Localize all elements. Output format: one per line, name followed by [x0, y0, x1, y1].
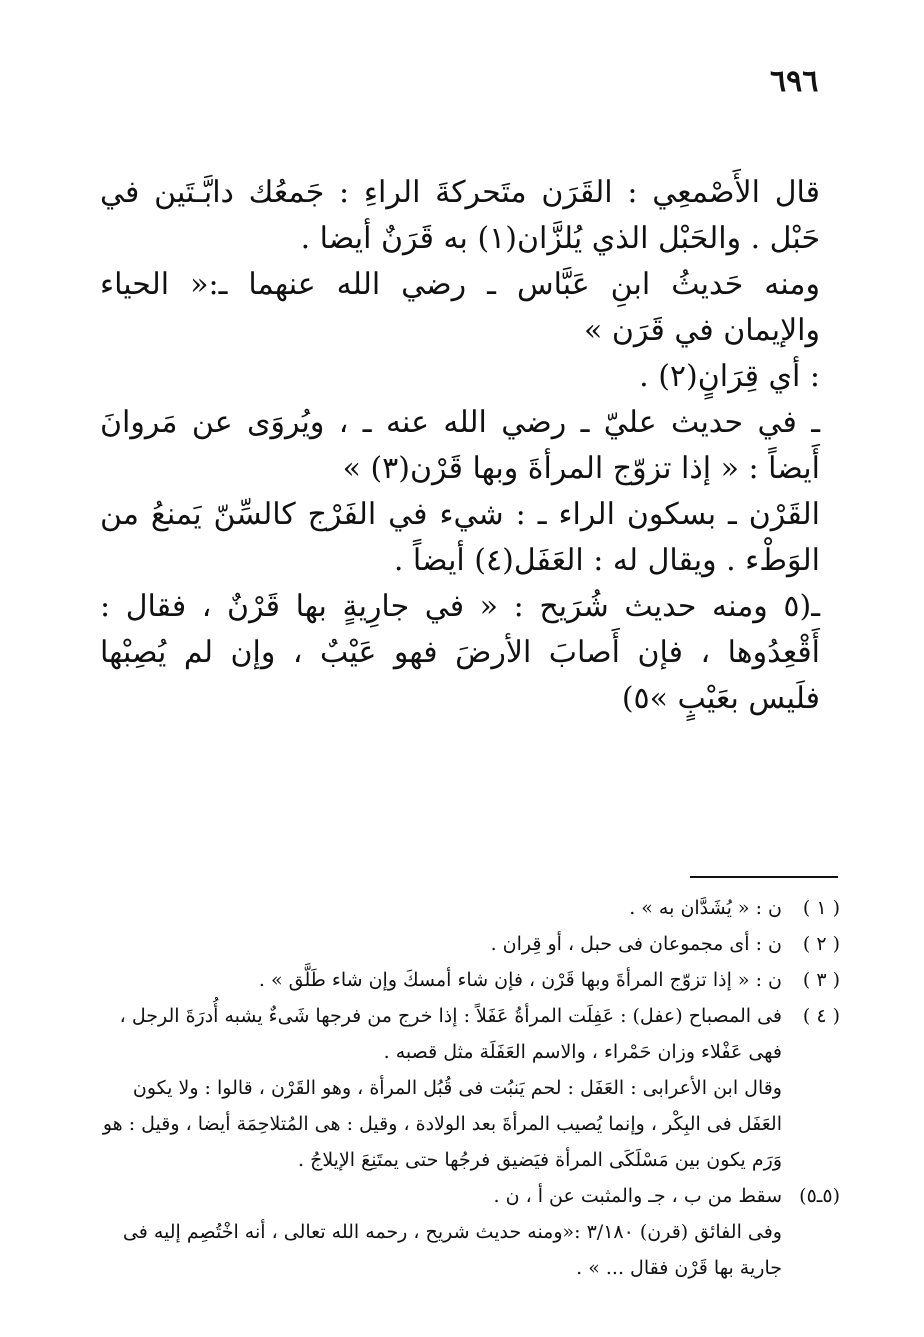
paragraph: قال الأَصْمعِي : القَرَن متَحركةَ الراءِ : جَمعُك دابَّـتَين في حَبْل . والحَبْل الذي يُلزَّان(١) به قَرَنٌ أيضا . — [100, 175, 820, 256]
footnote-text: ن : « يُشَدَّان به » . — [629, 897, 782, 919]
footnote-5 — [100, 1178, 840, 1214]
paragraph: : أي قِرَانٍ(٢) . — [639, 359, 820, 394]
footnote-3 — [100, 962, 840, 998]
footnote-text: سقط من ب ، جـ والمثبت عن أ ، ن . — [493, 1185, 782, 1207]
main-text — [100, 170, 820, 722]
footnote-text: ن : أى مجموعان فى حبل ، أو قِران . — [490, 933, 782, 955]
footnote-number: (٥ـ٥) — [799, 1185, 840, 1207]
paragraph: ـ في حديث عليّ ـ رضي الله عنه ـ ، ويُروَى عن مَروانَ أَيضاً : « إذا تزوّج المرأةَ وبها قَرْن(٣) » — [100, 405, 820, 486]
footnote-continuation: وفى الفائق (قرن) ٣/١٨٠ :«ومنه حديث شريح ، رحمه الله تعالى ، أنه اخْتُصِم إليه فى جارية بها قَرْن فقال ... » . — [122, 1221, 782, 1279]
footnote-number: ( ٤ ) — [802, 1005, 840, 1027]
paragraph: ومنه حَديثُ ابنِ عَبَّاس ـ رضي الله عنهما ـ:« الحياء والإيمان في قَرَن » — [100, 267, 820, 348]
footnote-1 — [100, 890, 840, 926]
footnote-4 — [100, 998, 840, 1070]
footnote-text: ن : « إذا تزوّج المرأةَ وبها قَرْن ، فإن شاء أمسكَ وإن شاء طَلَّق » . — [258, 969, 782, 991]
page-number: ٦٩٦ — [770, 64, 819, 99]
footnote-text: فى المصباح (عفل) : عَفِلَت المرأةُ عَفَلاً : إذا خرج من فرجها شَىءٌ يشبه أُدرَةَ الرجل ، فهى عَفْلاء وزان حَمْراء ، والاسم العَفَلَة مثل قصبه . — [119, 1005, 782, 1063]
footnote-continuation: وقال ابن الأعرابى : العَفَل : لحم يَنبُت فى قُبُل المرأة ، وهو القَرْن ، قالوا : ولا يكون العَفَل فى البِكْر ، وإنما يُصيب المرأةَ بعد الولادة ، وقيل : هى المُتلاحِمَة أيضا ، وقيل : هو وَرَم يكون بين مَسْلَكَى المرأة فيَضيق فرجُها حتى يمتَنِعَ الإيلاجُ . — [102, 1077, 782, 1171]
footnote-number: ( ٣ ) — [802, 969, 840, 991]
footnote-number: ( ١ ) — [802, 897, 840, 919]
footnote-2 — [100, 926, 840, 962]
footnotes — [100, 890, 840, 1286]
footnote-divider — [690, 876, 838, 878]
paragraph: القَرْن ـ بسكون الراء ـ : شيء في الفَرْج كالسِّنّ يَمنعُ من الوَطْء . ويقال له : العَفَل(٤) أيضاً . — [100, 497, 820, 578]
paragraph: ـ(٥ ومنه حديث شُرَيح : « في جارِيةٍ بها قَرْنٌ ، فقال : أَقْعِدُوها ، فإن أَصابَ الأرضَ فهو عَيْبٌ ، وإن لم يُصِبْها فلَيس بعَيْبٍ »٥) — [100, 589, 820, 716]
footnote-number: ( ٢ ) — [802, 933, 840, 955]
